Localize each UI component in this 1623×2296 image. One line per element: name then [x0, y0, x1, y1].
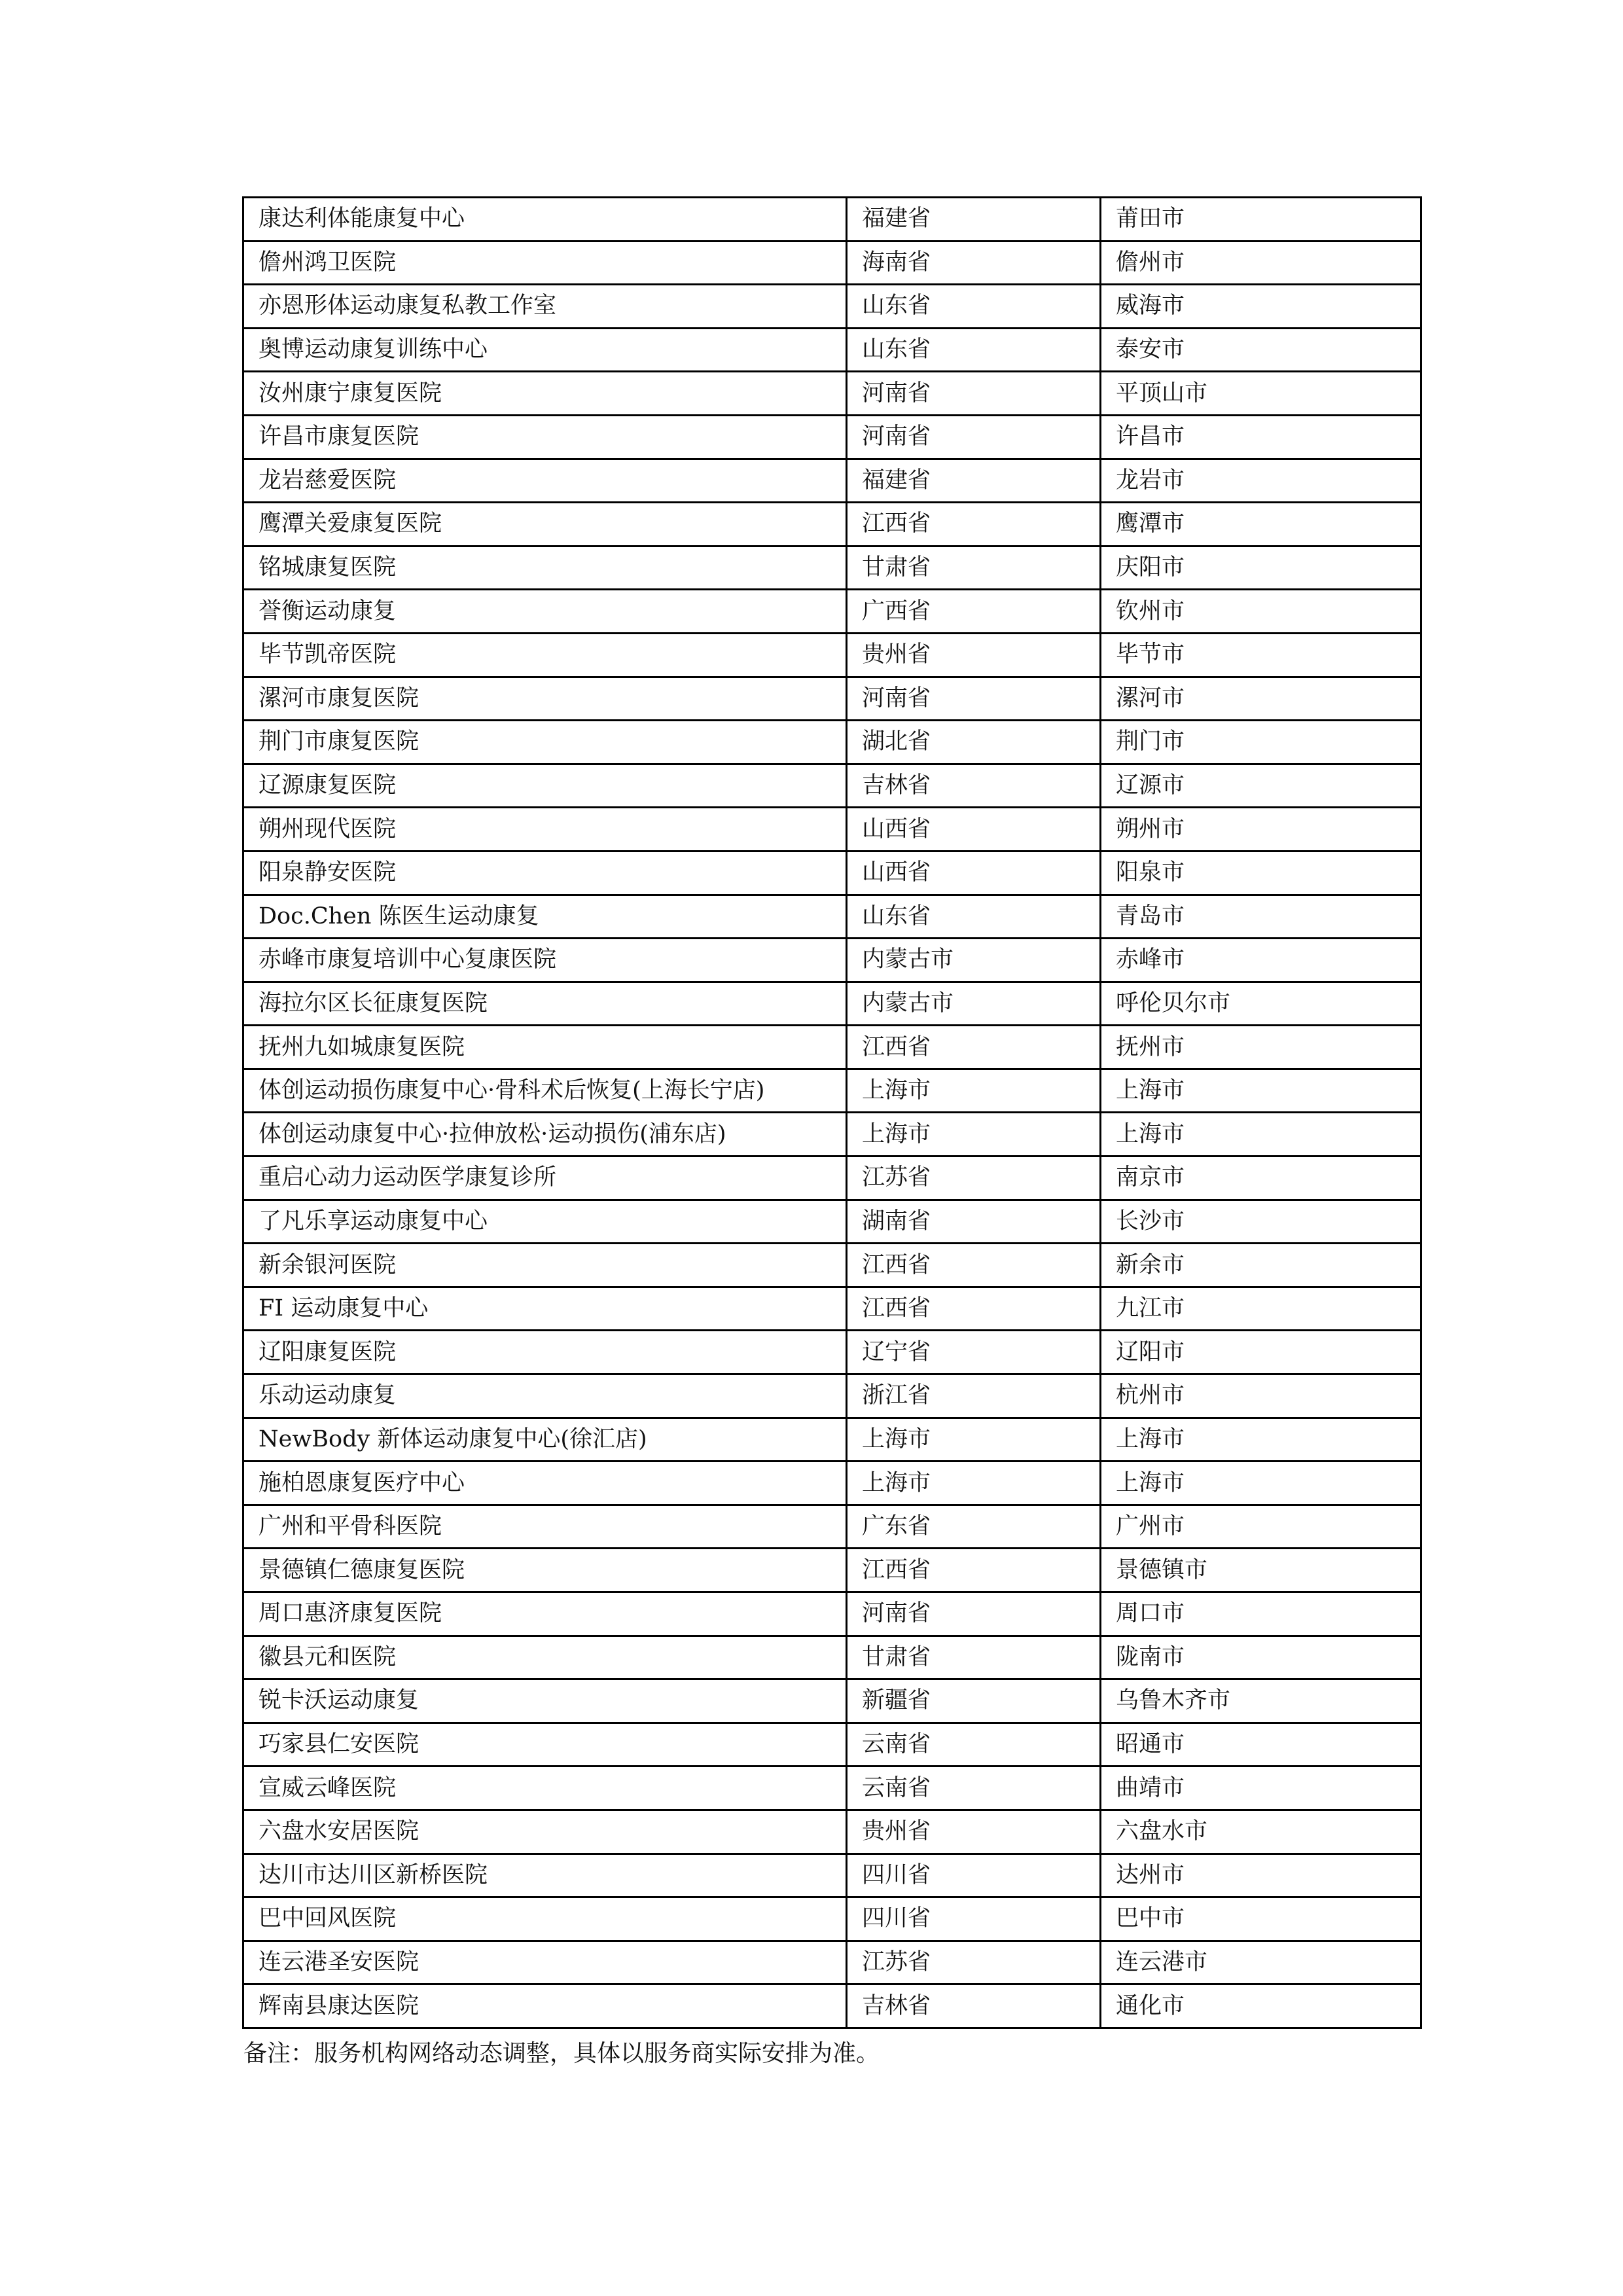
table-row	[243, 198, 1421, 242]
table-row	[243, 1679, 1421, 1723]
city-cell: 昭通市	[1101, 1723, 1421, 1767]
city-cell: 漯河市	[1101, 677, 1421, 721]
table-row	[243, 1723, 1421, 1767]
province-cell: 内蒙古市	[847, 939, 1101, 982]
table-row	[243, 1157, 1421, 1200]
table-row	[243, 1287, 1421, 1331]
table-row	[243, 1984, 1421, 2028]
institution-name-cell: 亦恩形体运动康复私教工作室	[243, 285, 847, 329]
institution-name-cell: 徽县元和医院	[243, 1636, 847, 1679]
province-cell: 云南省	[847, 1723, 1101, 1767]
city-cell: 呼伦贝尔市	[1101, 982, 1421, 1026]
province-cell: 浙江省	[847, 1374, 1101, 1418]
city-cell: 鹰潭市	[1101, 503, 1421, 547]
table-row	[243, 1113, 1421, 1157]
province-cell: 福建省	[847, 459, 1101, 503]
city-cell: 龙岩市	[1101, 459, 1421, 503]
province-cell: 江苏省	[847, 1941, 1101, 1984]
institution-name-cell: 了凡乐享运动康复中心	[243, 1200, 847, 1244]
province-cell: 山东省	[847, 285, 1101, 329]
institution-name-cell: 连云港圣安医院	[243, 1941, 847, 1984]
province-cell: 甘肃省	[847, 1636, 1101, 1679]
table-row	[243, 328, 1421, 372]
city-cell: 杭州市	[1101, 1374, 1421, 1418]
institution-table	[242, 196, 1422, 2029]
city-cell: 南京市	[1101, 1157, 1421, 1200]
institution-name-cell: 阳泉静安医院	[243, 851, 847, 895]
province-cell: 上海市	[847, 1069, 1101, 1113]
city-cell: 青岛市	[1101, 895, 1421, 939]
city-cell: 荆门市	[1101, 721, 1421, 764]
institution-name-cell: 巴中回风医院	[243, 1897, 847, 1941]
institution-name-cell: 铭城康复医院	[243, 546, 847, 590]
province-cell: 云南省	[847, 1767, 1101, 1810]
table-row	[243, 1854, 1421, 1897]
city-cell: 上海市	[1101, 1069, 1421, 1113]
institution-name-cell: 宣威云峰医院	[243, 1767, 847, 1810]
city-cell: 上海市	[1101, 1462, 1421, 1505]
institution-name-cell: 朔州现代医院	[243, 808, 847, 852]
table-row	[243, 546, 1421, 590]
table-row	[243, 1331, 1421, 1374]
province-cell: 吉林省	[847, 1984, 1101, 2028]
table-row	[243, 1200, 1421, 1244]
table-row	[243, 241, 1421, 285]
table-row	[243, 1941, 1421, 1984]
institution-name-cell: 新余银河医院	[243, 1244, 847, 1287]
city-cell: 通化市	[1101, 1984, 1421, 2028]
city-cell: 毕节市	[1101, 633, 1421, 677]
city-cell: 钦州市	[1101, 590, 1421, 634]
document-page	[242, 196, 1420, 2072]
city-cell: 辽源市	[1101, 764, 1421, 808]
city-cell: 上海市	[1101, 1418, 1421, 1462]
institution-name-cell: 重启心动力运动医学康复诊所	[243, 1157, 847, 1200]
table-row	[243, 939, 1421, 982]
table-row	[243, 415, 1421, 459]
city-cell: 赤峰市	[1101, 939, 1421, 982]
table-row	[243, 1069, 1421, 1113]
table-row	[243, 982, 1421, 1026]
institution-name-cell: 誉衡运动康复	[243, 590, 847, 634]
institution-name-cell: Doc.Chen 陈医生运动康复	[243, 895, 847, 939]
table-row	[243, 372, 1421, 416]
table-row	[243, 285, 1421, 329]
institution-name-cell: 辉南县康达医院	[243, 1984, 847, 2028]
city-cell: 九江市	[1101, 1287, 1421, 1331]
province-cell: 广西省	[847, 590, 1101, 634]
city-cell: 巴中市	[1101, 1897, 1421, 1941]
city-cell: 广州市	[1101, 1505, 1421, 1549]
province-cell: 山西省	[847, 808, 1101, 852]
footnote: 备注：服务机构网络动态调整，具体以服务商实际安排为准。	[243, 2039, 880, 2067]
province-cell: 吉林省	[847, 764, 1101, 808]
table-row	[243, 677, 1421, 721]
institution-name-cell: 周口惠济康复医院	[243, 1592, 847, 1636]
province-cell: 新疆省	[847, 1679, 1101, 1723]
province-cell: 上海市	[847, 1418, 1101, 1462]
table-row	[243, 1374, 1421, 1418]
city-cell: 朔州市	[1101, 808, 1421, 852]
institution-name-cell: 景德镇仁德康复医院	[243, 1549, 847, 1592]
province-cell: 内蒙古市	[847, 982, 1101, 1026]
institution-table-body	[243, 198, 1421, 2028]
city-cell: 儋州市	[1101, 241, 1421, 285]
city-cell: 威海市	[1101, 285, 1421, 329]
city-cell: 泰安市	[1101, 328, 1421, 372]
city-cell: 陇南市	[1101, 1636, 1421, 1679]
table-row	[243, 1549, 1421, 1592]
institution-name-cell: 许昌市康复医院	[243, 415, 847, 459]
institution-name-cell: 施柏恩康复医疗中心	[243, 1462, 847, 1505]
table-row	[243, 1244, 1421, 1287]
institution-name-cell: 龙岩慈爱医院	[243, 459, 847, 503]
institution-name-cell: 儋州鸿卫医院	[243, 241, 847, 285]
table-row	[243, 503, 1421, 547]
province-cell: 上海市	[847, 1462, 1101, 1505]
city-cell: 庆阳市	[1101, 546, 1421, 590]
province-cell: 江西省	[847, 503, 1101, 547]
institution-name-cell: 体创运动康复中心·拉伸放松·运动损伤(浦东店)	[243, 1113, 847, 1157]
province-cell: 河南省	[847, 415, 1101, 459]
table-row	[243, 633, 1421, 677]
table-row	[243, 895, 1421, 939]
city-cell: 许昌市	[1101, 415, 1421, 459]
table-row	[243, 721, 1421, 764]
province-cell: 湖南省	[847, 1200, 1101, 1244]
institution-name-cell: NewBody 新体运动康复中心(徐汇店)	[243, 1418, 847, 1462]
city-cell: 平顶山市	[1101, 372, 1421, 416]
province-cell: 山西省	[847, 851, 1101, 895]
table-row	[243, 459, 1421, 503]
province-cell: 贵州省	[847, 1810, 1101, 1854]
city-cell: 阳泉市	[1101, 851, 1421, 895]
table-row	[243, 1462, 1421, 1505]
province-cell: 四川省	[847, 1897, 1101, 1941]
institution-name-cell: 体创运动损伤康复中心·骨科术后恢复(上海长宁店)	[243, 1069, 847, 1113]
city-cell: 六盘水市	[1101, 1810, 1421, 1854]
province-cell: 江西省	[847, 1549, 1101, 1592]
province-cell: 江西省	[847, 1244, 1101, 1287]
institution-name-cell: 奥博运动康复训练中心	[243, 328, 847, 372]
institution-name-cell: 六盘水安居医院	[243, 1810, 847, 1854]
province-cell: 辽宁省	[847, 1331, 1101, 1374]
province-cell: 江西省	[847, 1026, 1101, 1069]
province-cell: 河南省	[847, 677, 1101, 721]
table-row	[243, 1810, 1421, 1854]
province-cell: 江西省	[847, 1287, 1101, 1331]
institution-name-cell: 锐卡沃运动康复	[243, 1679, 847, 1723]
province-cell: 山东省	[847, 895, 1101, 939]
institution-name-cell: 汝州康宁康复医院	[243, 372, 847, 416]
province-cell: 四川省	[847, 1854, 1101, 1897]
table-row	[243, 764, 1421, 808]
institution-name-cell: 鹰潭关爱康复医院	[243, 503, 847, 547]
city-cell: 莆田市	[1101, 198, 1421, 242]
province-cell: 贵州省	[847, 633, 1101, 677]
institution-name-cell: 荆门市康复医院	[243, 721, 847, 764]
table-row	[243, 1767, 1421, 1810]
table-row	[243, 808, 1421, 852]
table-row	[243, 1505, 1421, 1549]
city-cell: 景德镇市	[1101, 1549, 1421, 1592]
city-cell: 达州市	[1101, 1854, 1421, 1897]
province-cell: 海南省	[847, 241, 1101, 285]
table-row	[243, 1026, 1421, 1069]
province-cell: 江苏省	[847, 1157, 1101, 1200]
institution-name-cell: 乐动运动康复	[243, 1374, 847, 1418]
institution-name-cell: 广州和平骨科医院	[243, 1505, 847, 1549]
city-cell: 抚州市	[1101, 1026, 1421, 1069]
province-cell: 福建省	[847, 198, 1101, 242]
province-cell: 上海市	[847, 1113, 1101, 1157]
institution-name-cell: 巧家县仁安医院	[243, 1723, 847, 1767]
institution-name-cell: 漯河市康复医院	[243, 677, 847, 721]
city-cell: 新余市	[1101, 1244, 1421, 1287]
province-cell: 甘肃省	[847, 546, 1101, 590]
table-row	[243, 1418, 1421, 1462]
institution-name-cell: 辽源康复医院	[243, 764, 847, 808]
institution-name-cell: 赤峰市康复培训中心复康医院	[243, 939, 847, 982]
province-cell: 山东省	[847, 328, 1101, 372]
institution-name-cell: 毕节凯帝医院	[243, 633, 847, 677]
city-cell: 上海市	[1101, 1113, 1421, 1157]
city-cell: 连云港市	[1101, 1941, 1421, 1984]
city-cell: 辽阳市	[1101, 1331, 1421, 1374]
city-cell: 曲靖市	[1101, 1767, 1421, 1810]
table-row	[243, 1636, 1421, 1679]
city-cell: 乌鲁木齐市	[1101, 1679, 1421, 1723]
province-cell: 湖北省	[847, 721, 1101, 764]
table-row	[243, 590, 1421, 634]
city-cell: 周口市	[1101, 1592, 1421, 1636]
institution-name-cell: 辽阳康复医院	[243, 1331, 847, 1374]
province-cell: 广东省	[847, 1505, 1101, 1549]
province-cell: 河南省	[847, 372, 1101, 416]
table-row	[243, 851, 1421, 895]
institution-name-cell: 海拉尔区长征康复医院	[243, 982, 847, 1026]
province-cell: 河南省	[847, 1592, 1101, 1636]
table-row	[243, 1592, 1421, 1636]
institution-name-cell: 抚州九如城康复医院	[243, 1026, 847, 1069]
city-cell: 长沙市	[1101, 1200, 1421, 1244]
institution-name-cell: 达川市达川区新桥医院	[243, 1854, 847, 1897]
institution-name-cell: 康达利体能康复中心	[243, 198, 847, 242]
institution-name-cell: FI 运动康复中心	[243, 1287, 847, 1331]
table-row	[243, 1897, 1421, 1941]
